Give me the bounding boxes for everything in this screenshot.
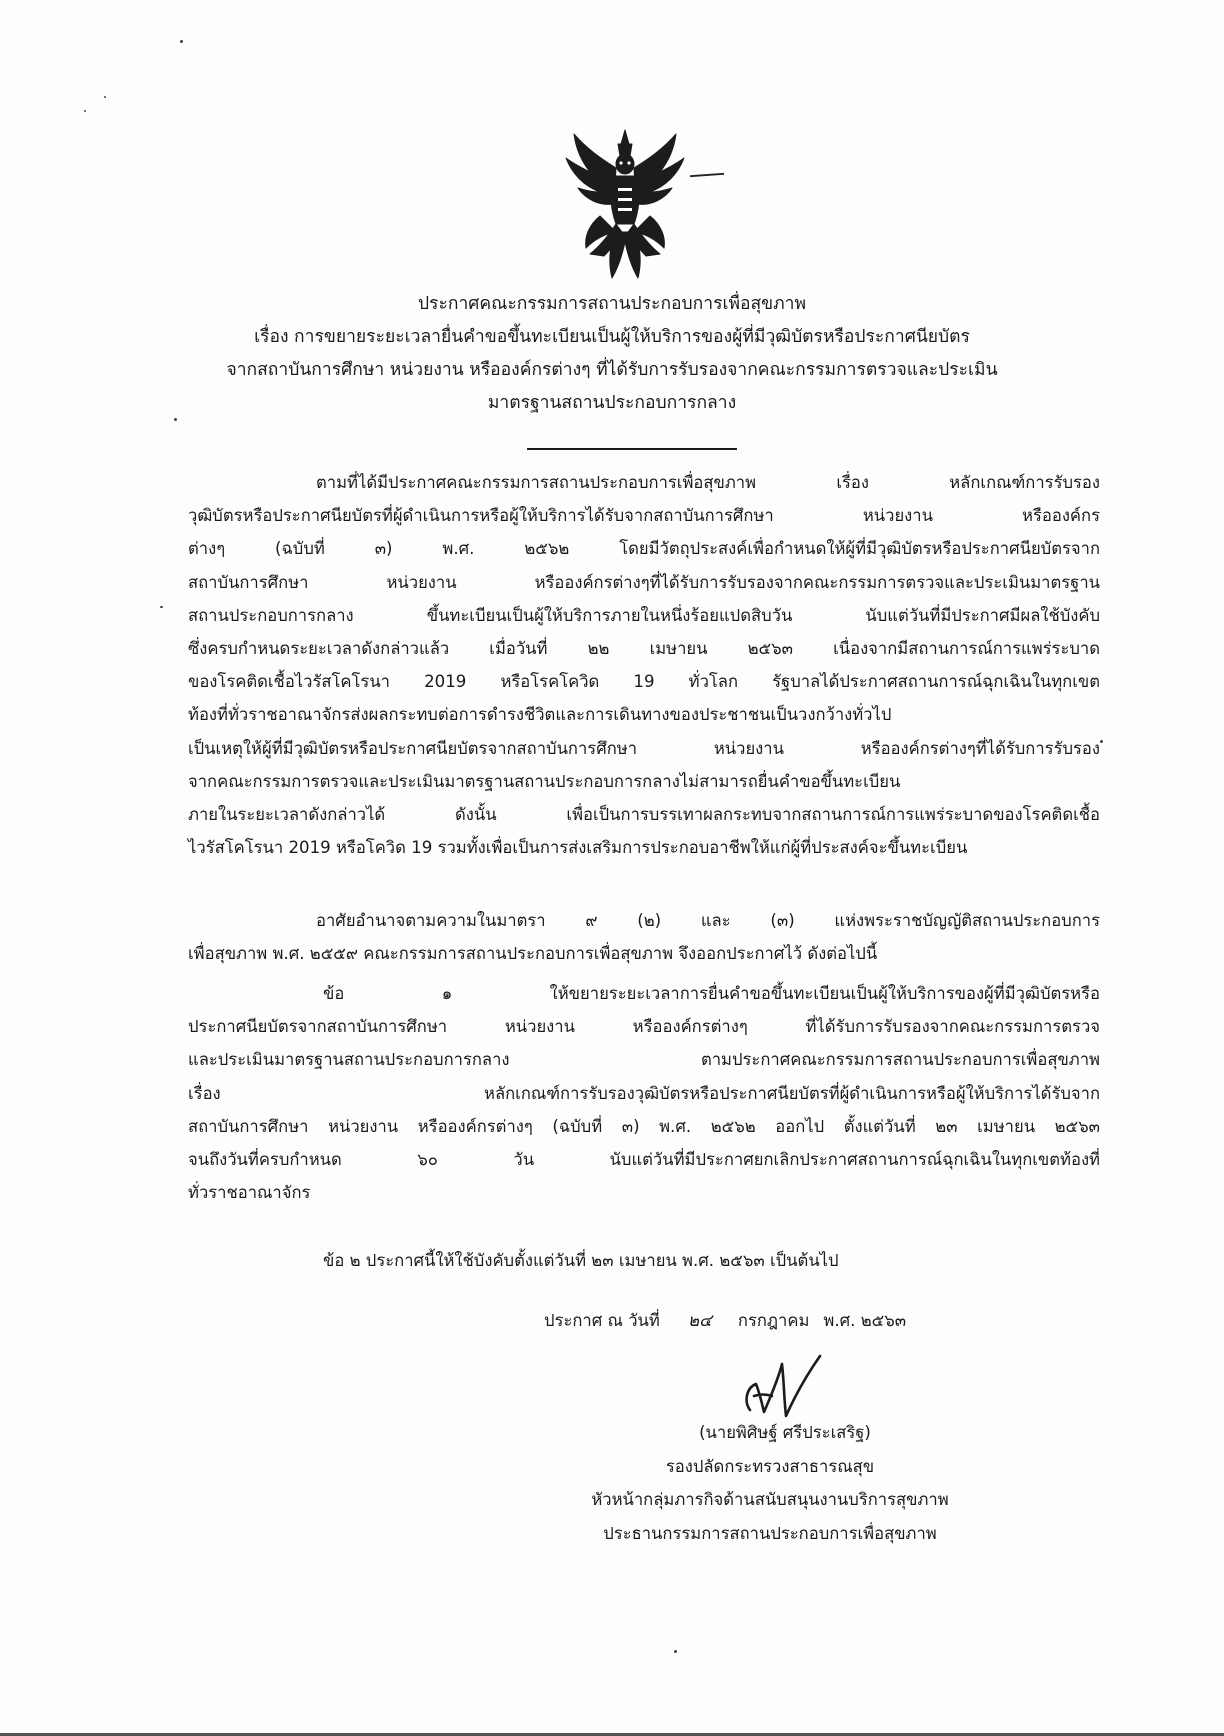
- title-divider: [527, 448, 737, 450]
- paragraph-line: สถาบันการศึกษา หน่วยงาน หรือองค์กรต่างๆที่ได้รับการรับรองจากคณะกรรมการตรวจและประเมินมาตรฐาน: [188, 572, 1100, 592]
- scan-speck: [674, 1650, 677, 1653]
- paragraph-line: เรื่อง หลักเกณฑ์การรับรองวุฒิบัตรหรือประกาศนียบัตรที่ผู้ดำเนินการหรือผู้ให้บริการได้รับจาก: [188, 1083, 1100, 1103]
- paragraph-line: อาศัยอำนาจตามความในมาตรา ๙ (๒) และ (๓) แห่งพระราชบัญญัติสถานประกอบการ: [316, 911, 1100, 930]
- paragraph-line: ต่างๆ (ฉบับที่ ๓) พ.ศ. ๒๕๖๒ โดยมีวัตถุประสงค์เพื่อกำหนดให้ผู้ที่มีวุฒิบัตรหรือประกาศนียบัตรจาก: [188, 539, 1100, 559]
- announcement-title: [130, 288, 1094, 420]
- announcement-date: [544, 1304, 906, 1338]
- paragraph-clause-1: [188, 977, 1100, 1209]
- date-year: พ.ศ. ๒๕๖๓: [823, 1311, 907, 1330]
- scan-speck: [174, 418, 177, 421]
- signatory-block: [540, 1416, 1000, 1550]
- paragraph-line: วุฒิบัตรหรือประกาศนียบัตรที่ผู้ดำเนินการหรือผู้ให้บริการได้รับจากสถาบันการศึกษา หน่วยงาน หรือองค์กร: [188, 506, 1100, 526]
- date-day-handwritten: ๒๔: [687, 1311, 712, 1331]
- paragraph-line: ข้อ ๑ ให้ขยายระยะเวลาการยื่นคำขอขึ้นทะเบียนเป็นผู้ให้บริการของผู้ที่มีวุฒิบัตรหรือ: [323, 984, 1100, 1003]
- paragraph-line: เพื่อสุขภาพ พ.ศ. ๒๕๕๙ คณะกรรมการสถานประกอบการเพื่อสุขภาพ จึงออกประกาศไว้ ดังต่อไปนี้: [188, 944, 878, 964]
- garuda-emblem-icon: [560, 128, 690, 283]
- paragraph-line: และประเมินมาตรฐานสถานประกอบการกลาง ตามประกาศคณะกรรมการสถานประกอบการเพื่อสุขภาพ: [188, 1050, 1100, 1070]
- scan-speck: [84, 110, 86, 112]
- paragraph-line: เป็นเหตุให้ผู้ที่มีวุฒิบัตรหรือประกาศนียบัตรจากสถาบันการศึกษา หน่วยงาน หรือองค์กรต่างๆที่ได้รับการรับรอง: [188, 738, 1100, 758]
- paragraph-line: ท้องที่ทั่วราชอาณาจักรส่งผลกระทบต่อการดำรงชีวิตและการเดินทางของประชาชนเป็นวงกว้างทั่วไป: [188, 705, 892, 725]
- paragraph-line: สถานประกอบการกลาง ขึ้นทะเบียนเป็นผู้ให้บริการภายในหนึ่งร้อยแปดสิบวัน นับแต่วันที่มีประกาศมีผลใช้บังคับ: [188, 605, 1100, 625]
- paragraph-line: ของโรคติดเชื้อไวรัสโคโรนา 2019 หรือโรคโควิด 19 ทั่วโลก รัฐบาลได้ประกาศสถานการณ์ฉุกเฉินในทุกเขต: [188, 672, 1100, 692]
- scan-speck: [1100, 740, 1103, 743]
- paragraph-line: สถาบันการศึกษา หน่วยงาน หรือองค์กรต่างๆ (ฉบับที่ ๓) พ.ศ. ๒๕๖๒ ออกไป ตั้งแต่วันที่ ๒๓ เมษายน ๒๕๖๓: [188, 1116, 1100, 1136]
- paragraph-line: จากคณะกรรมการตรวจและประเมินมาตรฐานสถานประกอบการกลางไม่สามารถยื่นคำขอขึ้นทะเบียน: [188, 771, 901, 791]
- signatory-name: (นายพิศิษฐ์ ศรีประเสริฐ): [699, 1423, 871, 1442]
- paragraph-line: ไวรัสโคโรนา 2019 หรือโควิด 19 รวมทั้งเพื่อเป็นการส่งเสริมการประกอบอาชีพให้แก่ผู้ที่ประสงค์จะขึ้นทะเบียน: [188, 838, 968, 858]
- scan-speck: [180, 40, 183, 43]
- date-month: กรกฎาคม: [737, 1311, 810, 1330]
- paragraph-line: ข้อ ๒ ประกาศนี้ให้ใช้บังคับตั้งแต่วันที่ ๒๓ เมษายน พ.ศ. ๒๕๖๓ เป็นต้นไป: [323, 1251, 839, 1270]
- paragraph-authority: [188, 904, 1100, 970]
- title-line: จากสถาบันการศึกษา หน่วยงาน หรือองค์กรต่างๆ ที่ได้รับการรับรองจากคณะกรรมการตรวจและประเมิน: [226, 360, 998, 380]
- paragraph-line: ภายในระยะเวลาดังกล่าวได้ ดังนั้น เพื่อเป็นการบรรเทาผลกระทบจากสถานการณ์การแพร่ระบาดของโรคติดเชื้อ: [188, 805, 1100, 825]
- emblem-stray-mark: [690, 173, 724, 177]
- signatory-position: รองปลัดกระทรวงสาธารณสุข: [665, 1456, 875, 1476]
- scan-speck: [104, 96, 106, 98]
- paragraph-line: จนถึงวันที่ครบกำหนด ๖๐ วัน นับแต่วันที่มีประกาศยกเลิกประกาศสถานการณ์ฉุกเฉินในทุกเขตท้องที่: [188, 1150, 1100, 1170]
- paragraph-line: ซึ่งครบกำหนดระยะเวลาดังกล่าวแล้ว เมื่อวันที่ ๒๒ เมษายน ๒๕๖๓ เนื่องจากมีสถานการณ์การแพร่ระบาด: [188, 639, 1100, 659]
- scan-speck: [160, 606, 163, 608]
- paragraph-preamble: [188, 466, 1100, 864]
- title-line: มาตรฐานสถานประกอบการกลาง: [487, 393, 737, 413]
- paragraph-clause-2: [188, 1244, 1100, 1277]
- paragraph-line: ตามที่ได้มีประกาศคณะกรรมการสถานประกอบการเพื่อสุขภาพ เรื่อง หลักเกณฑ์การรับรอง: [316, 473, 1100, 492]
- signatory-position: หัวหน้ากลุ่มภารกิจด้านสนับสนุนงานบริการสุขภาพ: [591, 1490, 949, 1509]
- handwritten-signature-icon: [720, 1336, 840, 1426]
- paragraph-line: ทั่วราชอาณาจักร: [188, 1183, 311, 1203]
- title-line: ประกาศคณะกรรมการสถานประกอบการเพื่อสุขภาพ: [417, 294, 807, 314]
- title-line: เรื่อง การขยายระยะเวลายื่นคำขอขึ้นทะเบียนเป็นผู้ให้บริการของผู้ที่มีวุฒิบัตรหรือประกาศนียบัตร: [254, 327, 970, 347]
- date-prefix: ประกาศ ณ วันที่: [544, 1311, 660, 1330]
- signatory-position: ประธานกรรมการสถานประกอบการเพื่อสุขภาพ: [603, 1523, 937, 1543]
- paragraph-line: ประกาศนียบัตรจากสถาบันการศึกษา หน่วยงาน หรือองค์กรต่างๆ ที่ได้รับการรับรองจากคณะกรรมการตรวจ: [188, 1017, 1100, 1037]
